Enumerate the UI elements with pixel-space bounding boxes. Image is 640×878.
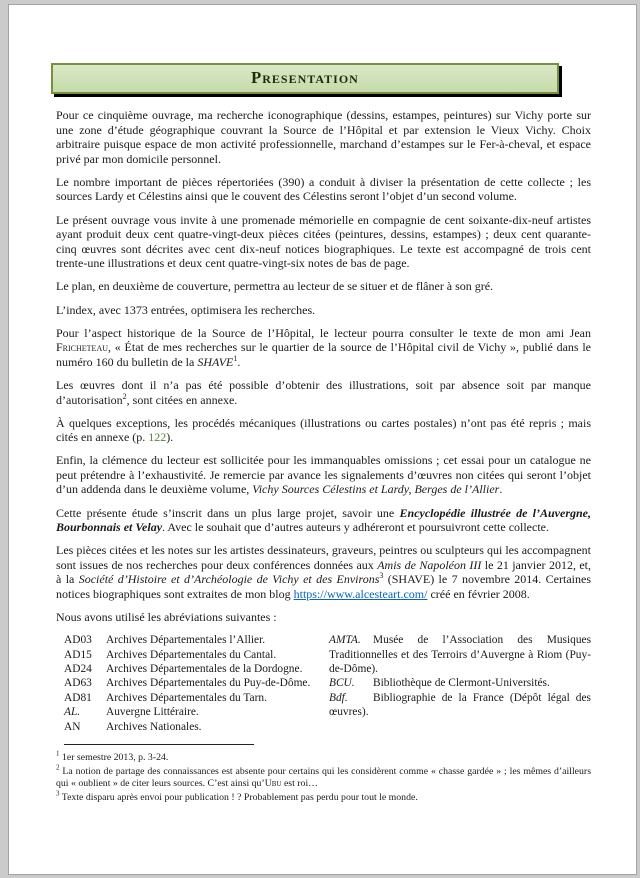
text-run: ). [166,430,174,445]
text-run: le 21 janvier 2012, et, à la [56,557,591,587]
abbrev-row [329,691,591,720]
abbrev-row [64,705,329,719]
footnote [56,763,592,791]
text-run-bi: Encyclopédie illustrée de l’Auvergne, Bourbonnais et Velay [56,505,592,535]
abbrev-row [64,633,329,647]
abbrev-code: AL. [64,706,81,719]
abbrev-definition: Archives Départementales de la Dordogne. [106,663,303,676]
footnote-separator [64,744,254,745]
text-run: 1er semestre 2013, p. 3-24. [61,752,169,764]
text-run-i: SHAVE [197,354,234,369]
abbrev-definition: Archives Départementales du Cantal. [106,648,277,661]
abbrev-column-left [56,633,329,734]
text-run: . [499,482,503,497]
paragraph-abbrev-intro [56,610,591,625]
abbrev-code: AMTA. [329,634,361,647]
abbrev-column-right [329,633,591,734]
abbrev-code: AD03 [64,634,92,647]
text-run: est roi… [281,778,318,790]
footnotes [56,749,592,804]
abbrev-definition: Auvergne Littéraire. [106,706,199,719]
paragraph [56,326,591,370]
page-content [9,5,636,804]
text-run: Les œuvres dont il n’a pas été possible d’obtenir des illustrations, soit par absence soit par manque d’autorisation [56,377,591,407]
text-run: Le nombre important de pièces répertoriées (390) a conduit à diviser la présentation de cette collecte ; les sources Lardy et Célestins ainsi que le couvent des Célestins seront l’objet d’un second volume. [56,174,591,204]
text-run: , « État de mes recherches sur le quartier de la source de l’Hôpital civil de Vichy », publié dans le numéro 160 du bulletin de la [56,340,591,369]
text-run: , sont citées en annexe. [126,392,238,407]
text-run: Les pièces citées et les notes sur les artistes dessinateurs, graveurs, peintres ou sculpteurs qui les accompagnent sont issues de nos recherches pour deux conférences données aux [56,543,591,572]
text-run-ref: 122 [148,430,167,445]
abbrev-definition: Archives Nationales. [106,720,202,733]
footnote-marker: 2 [56,763,60,772]
abbrev-row [64,648,329,662]
footnote [56,789,591,805]
paragraph [56,378,591,407]
paragraph [56,279,591,294]
abbrev-row [64,691,329,705]
abbrev-code: AD63 [64,677,92,690]
abbrev-definition: Musée de l’Association des Musiques Traditionnelles et des Terroirs d’Auvergne à Riom (Puy-de-Dôme). [329,634,591,676]
abbrev-code: Bdf. [329,691,348,704]
hyperlink[interactable]: https://www.alcesteart.com/ [293,587,428,602]
paragraph [56,453,591,497]
text-run-i: Vichy Sources Célestins et Lardy, Berges de l’Allier [252,482,500,497]
abbrev-definition: Archives Départementales l’Allier. [106,634,266,647]
section-title-banner [51,63,559,94]
paragraph [56,506,591,535]
paragraph [56,175,591,204]
footnote-marker: 1 [56,749,60,758]
footnote-reference: 3 [379,571,384,581]
text-run-sc: Fricheteau [56,340,109,355]
paragraph [56,303,591,318]
paragraph [56,543,591,601]
text-run: Nous avons utilisé les abréviations suivantes : [56,610,277,625]
text-run: La notion de partage des connaissances est absente pour certains qui les considèrent comme « chasse gardée » ; les mêmes d’ailleurs qui « oublient » de citer leurs sources. C’est ainsi qu’ [56,765,592,790]
text-run: Le plan, en deuxième de couverture, permettra au lecteur de se situer et de flâner à son gré. [56,279,494,294]
paragraph [56,213,591,271]
text-run-i: Amis de Napoléon III [377,557,482,572]
abbrev-definition: Archives Départementales du Puy-de-Dôme. [106,677,311,690]
text-run: . [237,354,241,369]
section-title: Presentation [251,68,359,87]
abbrev-code: AD24 [64,663,92,676]
document-page [8,4,637,875]
abbrev-code: AD81 [64,691,92,704]
text-run: Pour ce cinquième ouvrage, ma recherche iconographique (dessins, estampes, peintures) sur Vichy porte sur une zone d’étude géographique couvrant la Source de l’Hôpital et par extension le Vieux Vichy. Choix arbitraire puisque espace de mon activité professionnelle, marchand d’estampes sur le Fer-à-cheval, et espace privé par mon domicile personnel. [56,108,591,166]
text-run: Cette présente étude s’inscrit dans un plus large projet, savoir une [56,505,400,520]
text-run-i: Société d’Histoire et d’Archéologie de Vichy et des Environs [78,572,380,587]
abbrev-definition: Bibliothèque de Clermont-Universités. [373,677,550,690]
paragraph [56,416,591,445]
footnote-reference: 1 [233,353,238,363]
abbrev-row [329,633,591,676]
abbrev-row [64,720,329,734]
abbrev-row [64,676,329,690]
text-run: Le présent ouvrage vous invite à une promenade mémorielle en compagnie de cent soixante-dix-neuf artistes ayant produit deux cent quatre-vingt-deux pièces citées (peintures, dessins, estampes) ; deux cent quarante-cinq œuvres sont décrites avec cent dix-neuf notices biographiques. Le texte est accompagné de trois cent trente-une illustrations et deux cent quatre-vingt-six notes de bas de page. [56,212,591,271]
text-run: (SHAVE) le 7 novembre 2014. Certaines notices biographiques sont extraites de mon blog [56,572,591,602]
text-run: Enfin, la clémence du lecteur est sollicitée pour les immanquables omissions ; cet essai pour un catalogue ne peut prétendre à l’exhaustivité. Je remercie par avance les signalements d’œuvres non citées qui seront l’objet d’un addenda dans le deuxième volume, [56,453,591,497]
footnote [56,749,591,765]
text-run: À quelques exceptions, les procédés mécaniques (illustrations ou cartes postales) n’ont pas été repris ; mais cités en annexe (p. [56,415,591,445]
abbreviations-section [56,633,591,734]
paragraph [56,108,591,166]
text-run: Pour l’aspect historique de la Source de l’Hôpital, le lecteur pourra consulter le texte de mon ami Jean [56,325,591,340]
footnote-marker: 3 [56,789,60,798]
text-run-sc: Ubu [264,778,282,790]
abbrev-code: BCU. [329,677,355,690]
text-run: Texte disparu après envoi pour publication ! ? Probablement pas perdu pour tout le monde. [61,791,418,803]
abbrev-row [64,662,329,676]
footnote-reference: 2 [122,391,127,401]
abbrev-row [329,676,591,690]
body-text [56,108,591,625]
text-run: L’index, avec 1373 entrées, optimisera les recherches. [56,302,316,317]
text-run: . Avec le souhait que d’autres auteurs y adhéreront et poursuivront cette collecte. [162,520,549,535]
abbrev-code: AN [64,720,81,733]
abbrev-definition: Archives Départementales du Tarn. [106,691,267,704]
abbrev-definition: Bibliographie de la France (Dépôt légal des œuvres). [329,691,591,719]
text-run: créé en février 2008. [427,587,530,602]
abbrev-code: AD15 [64,648,92,661]
